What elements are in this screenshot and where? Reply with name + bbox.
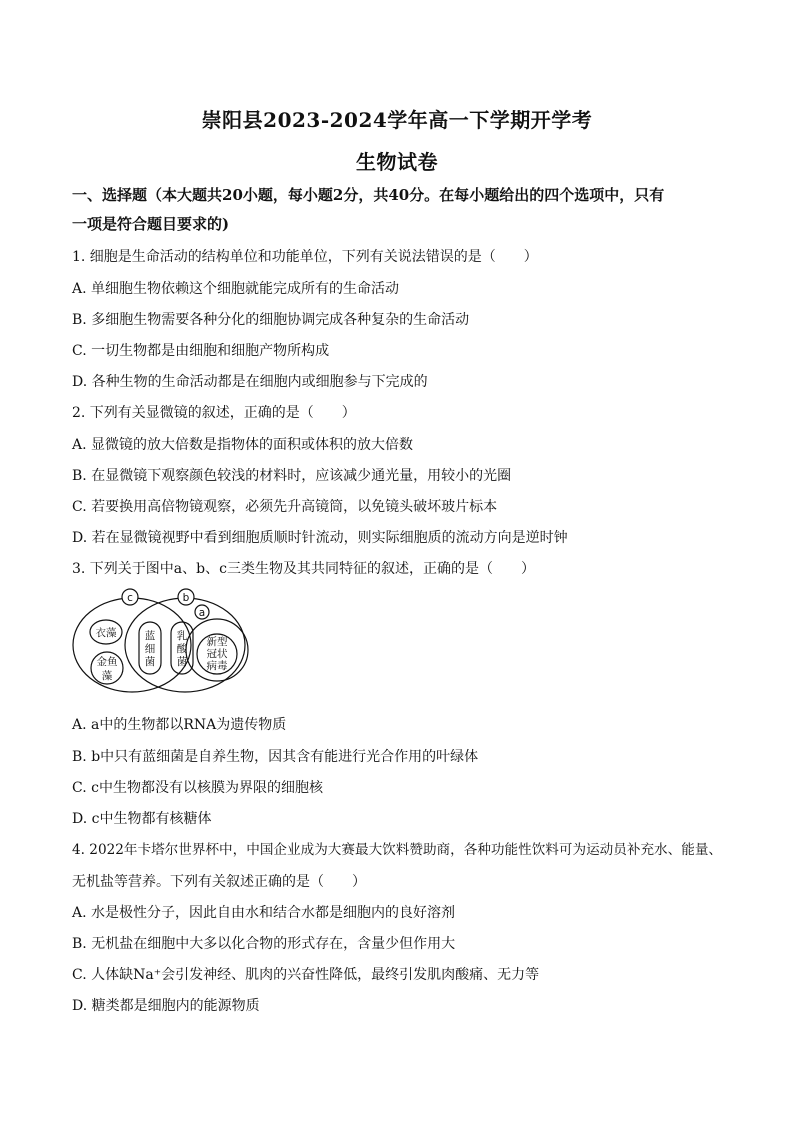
question-2-stem: 2. 下列有关显微镜的叙述，正确的是（ ）: [72, 405, 356, 421]
exam-title: 崇阳县2023-2024学年高一下学期开学考: [201, 108, 593, 132]
question-3-option-d: D. c中生物都有核糖体: [72, 811, 212, 827]
question-3-stem: 3. 下列关于图中a、b、c三类生物及其共同特征的叙述，正确的是（ ）: [72, 561, 535, 577]
question-1-option-a: A. 单细胞生物依赖这个细胞就能完成所有的生命活动: [72, 281, 400, 297]
section-heading-line1: 一、选择题（本大题共20小题，每小题2分，共40分。在每小题给出的四个选项中，只有: [72, 186, 665, 204]
question-2-option-d: D. 若在显微镜视野中看到细胞质顺时针流动，则实际细胞质的流动方向是逆时钟: [72, 530, 568, 546]
text-virus-1: 新型: [206, 636, 228, 648]
question-3-option-c: C. c中生物都没有以核膜为界限的细胞核: [72, 780, 323, 796]
question-4-option-c: C. 人体缺Na⁺会引发神经、肌肉的兴奋性降低，最终引发肌肉酸痛、无力等: [72, 967, 540, 983]
question-1-stem: 1. 细胞是生命活动的结构单位和功能单位，下列有关说法错误的是（ ）: [72, 249, 538, 265]
question-1-option-d: D. 各种生物的生命活动都是在细胞内或细胞参与下完成的: [72, 374, 428, 390]
question-3-option-a: A. a中的生物都以RNA为遗传物质: [72, 717, 287, 733]
text-virus-2: 冠状: [206, 648, 228, 660]
question-3-option-b: B. b中只有蓝细菌是自养生物，因其含有能进行光合作用的叶绿体: [72, 749, 479, 765]
section-heading-line2: 一项是符合题目要求的): [72, 215, 230, 233]
text-goldfish-2: 藻: [101, 670, 113, 682]
label-a: a: [198, 607, 206, 619]
question-2-option-b: B. 在显微镜下观察颜色较浅的材料时，应该减少通光量，用较小的光圈: [72, 468, 512, 484]
text-blue-3: 菌: [144, 656, 156, 668]
text-chlamydomonas: 衣藻: [95, 627, 117, 639]
venn-diagram: [70, 584, 250, 696]
question-2-option-a: A. 显微镜的放大倍数是指物体的面积或体积的放大倍数: [72, 437, 414, 453]
label-b: b: [182, 592, 190, 604]
text-lactic-2: 酸: [176, 643, 188, 655]
question-2-option-c: C. 若要换用高倍物镜观察，必须先升高镜筒，以免镜头破坏玻片标本: [72, 499, 498, 515]
question-1-option-c: C. 一切生物都是由细胞和细胞产物所构成: [72, 343, 330, 359]
label-c: c: [127, 592, 133, 604]
question-1-option-b: B. 多细胞生物需要各种分化的细胞协调完成各种复杂的生命活动: [72, 312, 470, 328]
text-lactic-1: 乳: [176, 630, 188, 642]
venn-circle-c: [73, 598, 191, 692]
text-lactic-3: 菌: [176, 656, 188, 668]
text-blue-1: 蓝: [144, 630, 156, 642]
text-blue-2: 细: [144, 643, 156, 655]
question-4-option-d: D. 糖类都是细胞内的能源物质: [72, 998, 260, 1014]
question-4-stem-line2: 无机盐等营养。下列有关叙述正确的是（ ）: [72, 874, 366, 890]
question-4-stem-line1: 4. 2022年卡塔尔世界杯中，中国企业成为大赛最大饮料赞助商，各种功能性饮料可为运动员补充水、能量、: [72, 842, 723, 858]
question-4-option-a: A. 水是极性分子，因此自由水和结合水都是细胞内的良好溶剂: [72, 905, 456, 921]
question-4-option-b: B. 无机盐在细胞中大多以化合物的形式存在，含量少但作用大: [72, 936, 456, 952]
exam-subtitle: 生物试卷: [356, 150, 438, 174]
text-virus-3: 病毒: [206, 660, 228, 672]
text-goldfish-1: 金鱼: [96, 656, 118, 668]
